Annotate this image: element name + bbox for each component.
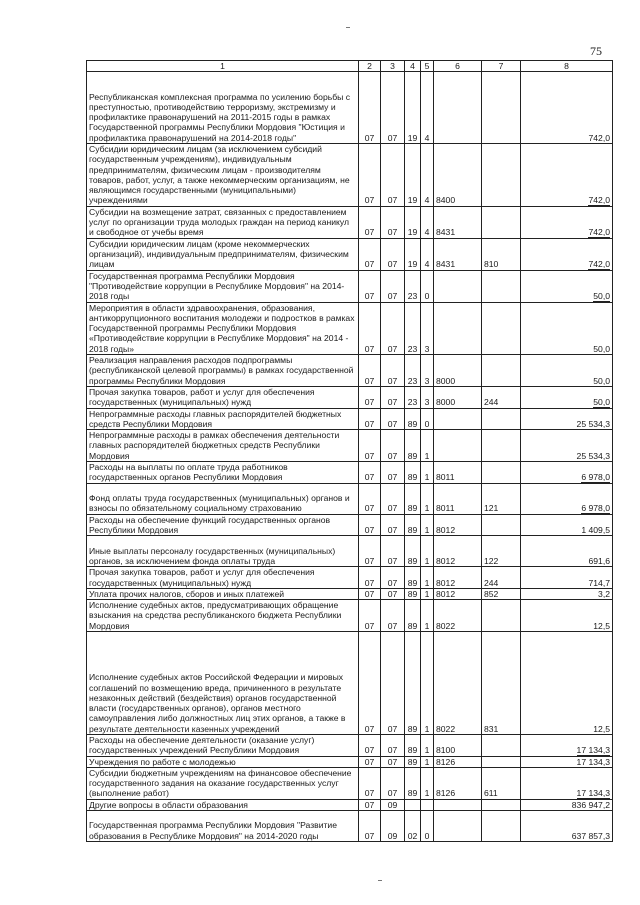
row-amount: 50,0 xyxy=(593,375,610,386)
subprogram-code: 0 xyxy=(421,811,434,842)
row-amount-cell xyxy=(521,811,613,842)
table-row xyxy=(87,734,613,756)
row-description: Прочая закупка товаров, работ и услуг для обеспечения государственных (муниципальных) нужд xyxy=(87,386,359,408)
row-amount: 742,0 xyxy=(588,132,610,143)
subsection-code: 07 xyxy=(381,462,405,484)
expense-item-code xyxy=(434,799,482,810)
program-code: 89 xyxy=(405,483,421,514)
table-row xyxy=(87,144,613,207)
table-row xyxy=(87,767,613,799)
subprogram-code xyxy=(421,799,434,810)
row-description: Субсидии бюджетным учреждениям на финансовое обеспечение государственного задания на оказание государственных услуг (выполнение работ) xyxy=(87,767,359,799)
program-code: 23 xyxy=(405,270,421,302)
row-amount-cell xyxy=(521,483,613,514)
row-amount: 17 134,3 xyxy=(576,788,610,799)
section-code: 07 xyxy=(359,144,381,207)
subsection-code: 07 xyxy=(381,600,405,632)
column-header: 5 xyxy=(421,61,434,72)
row-description: Непрограммные расходы главных распорядителей бюджетных средств Республики Мордовия xyxy=(87,408,359,430)
subprogram-code: 1 xyxy=(421,483,434,514)
subprogram-code: 4 xyxy=(421,72,434,144)
program-code: 23 xyxy=(405,386,421,408)
row-description: Расходы на выплаты по оплате труда работников государственных органов Республики Мордовия xyxy=(87,462,359,484)
row-description: Другие вопросы в области образования xyxy=(87,799,359,810)
expense-item-code: 8400 xyxy=(434,144,482,207)
row-amount: 3,2 xyxy=(598,588,610,599)
program-code: 89 xyxy=(405,567,421,589)
section-code: 07 xyxy=(359,72,381,144)
subprogram-code: 0 xyxy=(421,270,434,302)
section-code: 07 xyxy=(359,756,381,767)
subsection-code: 09 xyxy=(381,799,405,810)
row-description: Реализация направления расходов подпрограммы (республиканской целевой программы) в рамках государственной программы Республики Мордовия xyxy=(87,355,359,387)
row-description: Государственная программа Республики Мордовия "Развитие образования в Республике Мордовия" на 2014-2020 годы xyxy=(87,811,359,842)
column-header: 4 xyxy=(405,61,421,72)
section-code: 07 xyxy=(359,430,381,462)
row-amount-cell xyxy=(521,206,613,238)
expense-item-code: 8431 xyxy=(434,206,482,238)
row-amount-cell xyxy=(521,799,613,810)
section-code: 07 xyxy=(359,238,381,270)
row-amount-cell xyxy=(521,408,613,430)
row-amount: 742,0 xyxy=(588,227,610,238)
subsection-code: 07 xyxy=(381,72,405,144)
expense-item-code xyxy=(434,302,482,354)
section-code: 07 xyxy=(359,567,381,589)
section-code: 07 xyxy=(359,408,381,430)
row-description: Исполнение судебных актов, предусматривающих обращение взыскания на средства республиканского бюджета Республики Мордовия xyxy=(87,600,359,632)
section-code: 07 xyxy=(359,386,381,408)
row-amount-cell xyxy=(521,588,613,599)
subsection-code: 07 xyxy=(381,144,405,207)
expense-item-code: 8012 xyxy=(434,536,482,567)
row-amount-cell xyxy=(521,631,613,734)
row-description: Расходы на обеспечение функций государственных органов Республики Мордовия xyxy=(87,514,359,536)
expense-type-code: 244 xyxy=(482,386,521,408)
row-amount-cell xyxy=(521,144,613,207)
subprogram-code: 0 xyxy=(421,408,434,430)
program-code: 89 xyxy=(405,430,421,462)
table-row xyxy=(87,302,613,354)
table-row xyxy=(87,386,613,408)
program-code: 89 xyxy=(405,588,421,599)
expense-item-code: 8000 xyxy=(434,355,482,387)
subsection-code: 07 xyxy=(381,756,405,767)
program-code: 19 xyxy=(405,206,421,238)
row-description: Республиканская комплексная программа по усилению борьбы с преступностью, противодействию терроризму, экстремизму и профилактике правонарушений на 2011-2015 годы в рамках Государственной программы Республики Мордовия "Юстиция и профилактика правонарушений на 2014-2018 годы" xyxy=(87,72,359,144)
row-description: Непрограммные расходы в рамках обеспечения деятельности главных распорядителей бюджетных средств Республики Мордовия xyxy=(87,430,359,462)
expense-type-code xyxy=(482,355,521,387)
expense-item-code: 8012 xyxy=(434,588,482,599)
row-description: Учреждения по работе с молодежью xyxy=(87,756,359,767)
row-description: Расходы на обеспечение деятельности (оказание услуг) государственных учреждений Республики Мордовия xyxy=(87,734,359,756)
section-code: 07 xyxy=(359,631,381,734)
column-header: 1 xyxy=(87,61,359,72)
subsection-code: 07 xyxy=(381,631,405,734)
row-amount: 6 978,0 xyxy=(581,503,610,514)
column-header: 3 xyxy=(381,61,405,72)
table-row xyxy=(87,514,613,536)
subsection-code: 07 xyxy=(381,206,405,238)
row-amount-cell xyxy=(521,536,613,567)
row-amount: 25 534,3 xyxy=(576,450,610,461)
table-row xyxy=(87,430,613,462)
scan-speck xyxy=(346,27,350,28)
expense-type-code: 852 xyxy=(482,588,521,599)
table-row xyxy=(87,536,613,567)
row-amount: 25 534,3 xyxy=(576,418,610,429)
row-description: Субсидии юридическим лицам (кроме некоммерческих организаций), индивидуальным предпринимателям, физическим лицам xyxy=(87,238,359,270)
row-amount: 12,5 xyxy=(593,620,610,631)
section-code: 07 xyxy=(359,206,381,238)
section-code: 07 xyxy=(359,767,381,799)
program-code: 23 xyxy=(405,355,421,387)
program-code: 19 xyxy=(405,72,421,144)
page-number: 75 xyxy=(590,44,602,58)
section-code: 07 xyxy=(359,536,381,567)
row-amount-cell xyxy=(521,270,613,302)
row-description: Прочая закупка товаров, работ и услуг для обеспечения государственных (муниципальных) нужд xyxy=(87,567,359,589)
row-amount: 17 134,3 xyxy=(576,756,610,767)
expense-item-code: 8126 xyxy=(434,767,482,799)
expense-item-code: 8011 xyxy=(434,483,482,514)
subsection-code: 07 xyxy=(381,514,405,536)
table-body xyxy=(87,72,613,842)
scan-speck xyxy=(378,880,382,881)
section-code: 07 xyxy=(359,588,381,599)
row-description: Фонд оплаты труда государственных (муниципальных) органов и взносы по обязательному социальному страхованию xyxy=(87,483,359,514)
row-amount-cell xyxy=(521,567,613,589)
section-code: 07 xyxy=(359,355,381,387)
subprogram-code: 1 xyxy=(421,430,434,462)
expense-type-code xyxy=(482,408,521,430)
expense-type-code xyxy=(482,206,521,238)
section-code: 07 xyxy=(359,799,381,810)
row-amount: 50,0 xyxy=(593,343,610,354)
subsection-code: 07 xyxy=(381,483,405,514)
table-row xyxy=(87,355,613,387)
subprogram-code: 1 xyxy=(421,767,434,799)
table-row xyxy=(87,72,613,144)
section-code: 07 xyxy=(359,600,381,632)
row-amount: 742,0 xyxy=(588,259,610,270)
subsection-code: 07 xyxy=(381,238,405,270)
expense-item-code: 8012 xyxy=(434,567,482,589)
row-amount: 836 947,2 xyxy=(571,799,610,810)
program-code: 89 xyxy=(405,462,421,484)
subprogram-code: 1 xyxy=(421,462,434,484)
row-description: Субсидии на возмещение затрат, связанных с предоставлением услуг по организации труда молодых граждан на период каникул и свободное от учебы время xyxy=(87,206,359,238)
subprogram-code: 1 xyxy=(421,756,434,767)
expense-item-code xyxy=(434,811,482,842)
expense-type-code xyxy=(482,514,521,536)
table-row xyxy=(87,408,613,430)
row-amount-cell xyxy=(521,302,613,354)
row-amount-cell xyxy=(521,756,613,767)
subprogram-code: 1 xyxy=(421,600,434,632)
expense-item-code xyxy=(434,72,482,144)
program-code: 89 xyxy=(405,767,421,799)
row-description: Мероприятия в области здравоохранения, образования, антикоррупционного воспитания молодежи и подростков в рамках Государственной программы Республики Мордовия «Противодействие коррупции в Республике Мордовия" на 2014 - 2018 годы» xyxy=(87,302,359,354)
expense-type-code xyxy=(482,756,521,767)
subprogram-code: 4 xyxy=(421,206,434,238)
row-amount: 637 857,3 xyxy=(571,830,610,841)
expense-type-code: 122 xyxy=(482,536,521,567)
program-code: 89 xyxy=(405,408,421,430)
subprogram-code: 1 xyxy=(421,514,434,536)
expense-item-code: 8431 xyxy=(434,238,482,270)
section-code: 07 xyxy=(359,462,381,484)
expense-item-code xyxy=(434,270,482,302)
subsection-code: 07 xyxy=(381,430,405,462)
subprogram-code: 4 xyxy=(421,144,434,207)
expense-type-code: 810 xyxy=(482,238,521,270)
expense-item-code: 8012 xyxy=(434,514,482,536)
program-code: 89 xyxy=(405,536,421,567)
subprogram-code: 1 xyxy=(421,631,434,734)
subprogram-code: 1 xyxy=(421,734,434,756)
expense-type-code: 121 xyxy=(482,483,521,514)
expense-type-code xyxy=(482,144,521,207)
table-row xyxy=(87,588,613,599)
row-amount: 12,5 xyxy=(593,723,610,734)
expense-type-code xyxy=(482,799,521,810)
row-description: Государственная программа Республики Мордовия "Противодействие коррупции в Республике Мордовия" на 2014-2018 годы xyxy=(87,270,359,302)
expense-type-code xyxy=(482,600,521,632)
subprogram-code: 3 xyxy=(421,386,434,408)
table-row xyxy=(87,567,613,589)
program-code: 89 xyxy=(405,756,421,767)
subprogram-code: 1 xyxy=(421,567,434,589)
subprogram-code: 1 xyxy=(421,588,434,599)
section-code: 07 xyxy=(359,734,381,756)
table-row xyxy=(87,756,613,767)
program-code: 89 xyxy=(405,631,421,734)
column-header: 7 xyxy=(482,61,521,72)
subsection-code: 07 xyxy=(381,302,405,354)
subsection-code: 07 xyxy=(381,536,405,567)
table-row xyxy=(87,206,613,238)
expense-type-code: 244 xyxy=(482,567,521,589)
program-code: 89 xyxy=(405,514,421,536)
subsection-code: 07 xyxy=(381,355,405,387)
row-description: Субсидии юридическим лицам (за исключением субсидий государственным учреждениям), индивидуальным предпринимателям, физическим лицам - производителям товаров, работ, услуг, а также некоммерческим организациям, не являющимся государственными (муниципальными) учреждениями xyxy=(87,144,359,207)
subsection-code: 07 xyxy=(381,767,405,799)
table-row xyxy=(87,811,613,842)
section-code: 07 xyxy=(359,514,381,536)
row-amount-cell xyxy=(521,238,613,270)
expense-type-code xyxy=(482,462,521,484)
column-header: 6 xyxy=(434,61,482,72)
subsection-code: 07 xyxy=(381,408,405,430)
table-row xyxy=(87,238,613,270)
expense-item-code: 8022 xyxy=(434,631,482,734)
subprogram-code: 3 xyxy=(421,302,434,354)
table-row xyxy=(87,799,613,810)
row-amount-cell xyxy=(521,600,613,632)
table-row xyxy=(87,270,613,302)
table-row xyxy=(87,600,613,632)
expense-type-code xyxy=(482,72,521,144)
expense-type-code xyxy=(482,734,521,756)
row-amount: 6 978,0 xyxy=(581,472,610,483)
column-header: 2 xyxy=(359,61,381,72)
expense-item-code: 8100 xyxy=(434,734,482,756)
expense-item-code: 8126 xyxy=(434,756,482,767)
row-amount-cell xyxy=(521,355,613,387)
row-amount: 1 409,5 xyxy=(581,524,610,535)
expense-item-code: 8022 xyxy=(434,600,482,632)
section-code: 07 xyxy=(359,302,381,354)
expense-item-code xyxy=(434,430,482,462)
program-code: 02 xyxy=(405,811,421,842)
row-amount-cell xyxy=(521,462,613,484)
expense-item-code: 8011 xyxy=(434,462,482,484)
subsection-code: 09 xyxy=(381,811,405,842)
program-code: 89 xyxy=(405,600,421,632)
expense-type-code xyxy=(482,811,521,842)
row-amount-cell xyxy=(521,430,613,462)
subsection-code: 07 xyxy=(381,588,405,599)
row-amount-cell xyxy=(521,734,613,756)
expense-type-code: 611 xyxy=(482,767,521,799)
section-code: 07 xyxy=(359,483,381,514)
row-amount: 742,0 xyxy=(588,195,610,206)
row-amount-cell xyxy=(521,386,613,408)
expense-item-code: 8000 xyxy=(434,386,482,408)
table-header-row xyxy=(87,61,613,72)
program-code: 23 xyxy=(405,302,421,354)
subsection-code: 07 xyxy=(381,386,405,408)
expense-item-code xyxy=(434,408,482,430)
row-description: Иные выплаты персоналу государственных (муниципальных) органов, за исключением фонда оплаты труда xyxy=(87,536,359,567)
subsection-code: 07 xyxy=(381,270,405,302)
program-code: 19 xyxy=(405,238,421,270)
row-amount: 50,0 xyxy=(593,397,610,408)
program-code xyxy=(405,799,421,810)
subprogram-code: 4 xyxy=(421,238,434,270)
expense-type-code xyxy=(482,270,521,302)
expense-type-code xyxy=(482,430,521,462)
table-row xyxy=(87,631,613,734)
row-amount: 691,6 xyxy=(588,555,610,566)
program-code: 89 xyxy=(405,734,421,756)
row-amount: 17 134,3 xyxy=(576,745,610,756)
row-description: Уплата прочих налогов, сборов и иных платежей xyxy=(87,588,359,599)
row-amount: 714,7 xyxy=(588,577,610,588)
subsection-code: 07 xyxy=(381,734,405,756)
expense-type-code xyxy=(482,302,521,354)
column-header: 8 xyxy=(521,61,613,72)
section-code: 07 xyxy=(359,270,381,302)
table-row xyxy=(87,462,613,484)
budget-table xyxy=(86,60,613,842)
row-amount-cell xyxy=(521,72,613,144)
section-code: 07 xyxy=(359,811,381,842)
table-row xyxy=(87,483,613,514)
row-amount-cell xyxy=(521,767,613,799)
expense-type-code: 831 xyxy=(482,631,521,734)
subprogram-code: 3 xyxy=(421,355,434,387)
row-description: Исполнение судебных актов Российской Федерации и мировых соглашений по возмещению вреда, причиненного в результате незаконных действий (бездействия) органов государственной власти (государственных органов), органов местного самоуправления либо должностных лиц этих органов, а также в результате деятельности казенных учреждений xyxy=(87,631,359,734)
program-code: 19 xyxy=(405,144,421,207)
row-amount: 50,0 xyxy=(593,291,610,302)
subprogram-code: 1 xyxy=(421,536,434,567)
row-amount-cell xyxy=(521,514,613,536)
subsection-code: 07 xyxy=(381,567,405,589)
